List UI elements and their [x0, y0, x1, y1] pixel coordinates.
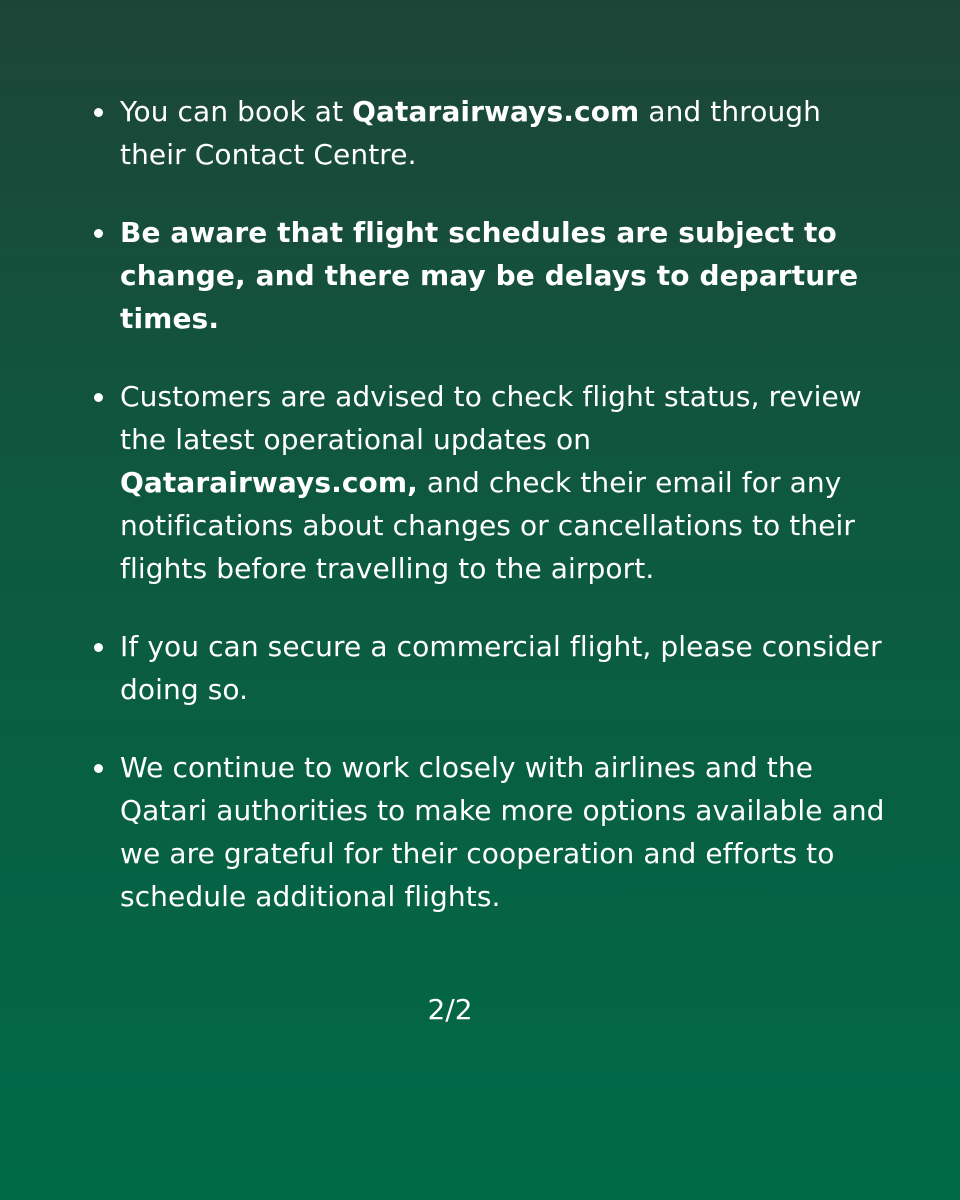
- bullet-check-status-text-end: and check their email for any notifications about changes or cancellations to their flights before travelling to the airport.: [120, 466, 856, 585]
- qatarairways-link-text: Qatarairways.com: [352, 95, 640, 128]
- qatarairways-link-text-2: Qatarairways.com,: [120, 466, 418, 499]
- bullet-commercial-flight: [120, 625, 890, 711]
- bullet-check-status-text-start: Customers are advised to check flight status, review the latest operational updates on: [120, 380, 862, 456]
- page-indicator: 2/2: [427, 993, 473, 1026]
- bullet-schedule-warning: [120, 211, 890, 340]
- bullet-booking-text-start: You can book at: [120, 95, 353, 128]
- bullet-check-status: [120, 375, 890, 590]
- info-bullet-list: [120, 90, 890, 953]
- bullet-cooperation-text: We continue to work closely with airlines and the Qatari authorities to make more options available and we are grateful for their cooperation and efforts to schedule additional flights.: [120, 751, 885, 913]
- bullet-cooperation: [120, 746, 890, 918]
- bullet-schedule-warning-text: Be aware that flight schedules are subject to change, and there may be delays to departure times.: [120, 216, 859, 335]
- bullet-booking: [120, 90, 890, 176]
- bullet-commercial-flight-text: If you can secure a commercial flight, please consider doing so.: [120, 630, 882, 706]
- bullet-booking-text-end: and through their Contact Centre.: [120, 95, 822, 171]
